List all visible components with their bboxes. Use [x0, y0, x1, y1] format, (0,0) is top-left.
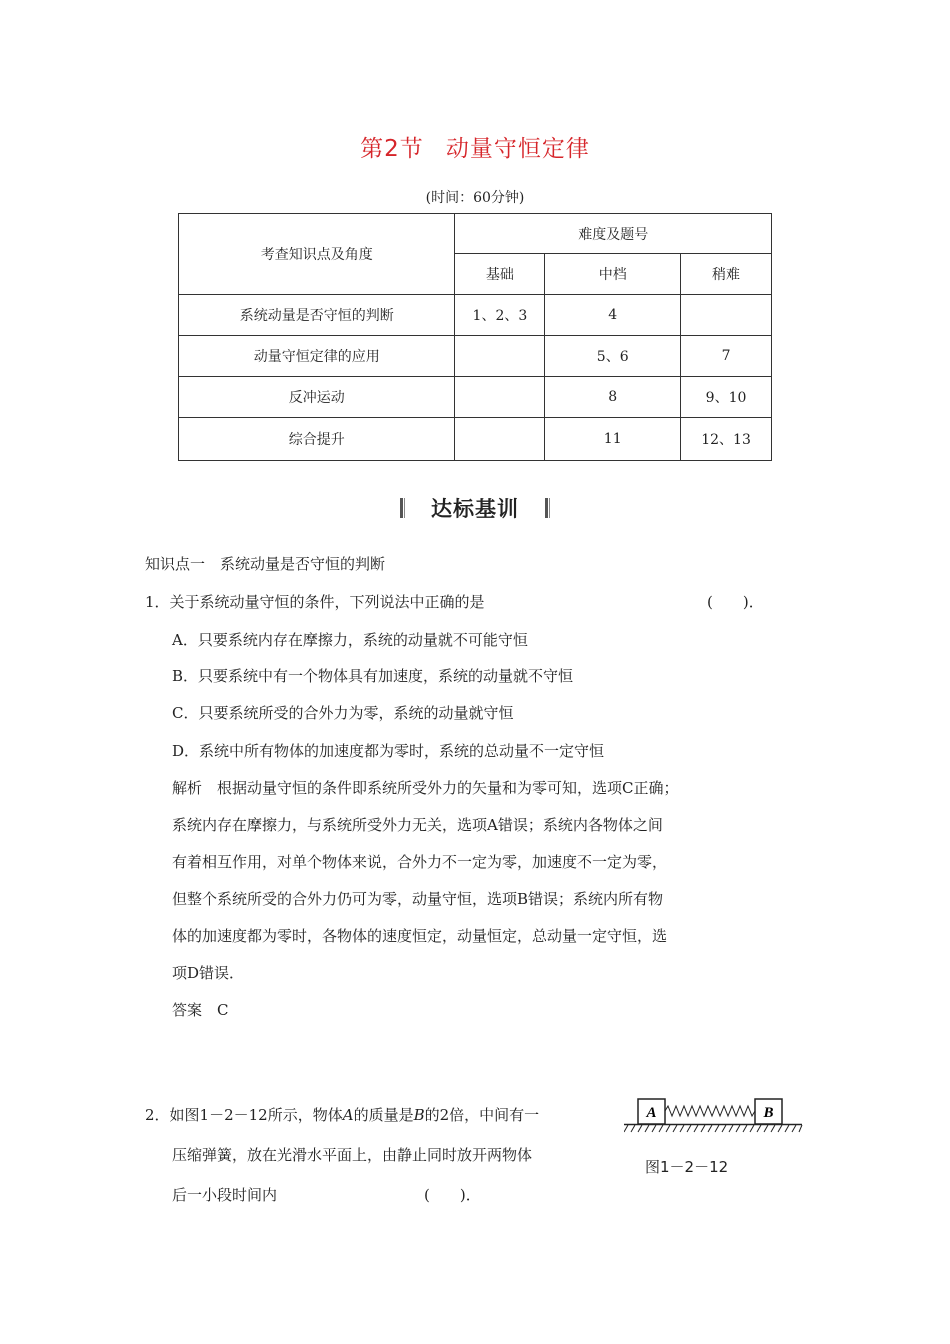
spring-blocks-figure: [624, 1096, 804, 1136]
title-section-number: 第2节: [360, 136, 424, 162]
table-cell-hard: 9、10: [681, 377, 772, 418]
section-bar-left: [400, 498, 405, 518]
q1-analysis-line: [172, 778, 679, 798]
table-header-difficulty: 难度及题号: [455, 214, 772, 254]
knowledge-point-heading: [145, 554, 385, 574]
table-cell-basic: [455, 377, 545, 418]
q1-answer-bracket: ( )．: [707, 593, 764, 611]
q1-answer: [172, 1000, 229, 1020]
q1-analysis-line: 有着相互作用，对单个物体来说，合外力不一定为零，加速度不一定为零，: [172, 853, 668, 871]
q2-stem-line1: [145, 1105, 539, 1125]
table-cell-topic: 综合提升: [179, 418, 455, 461]
knowledge-point-label: 知识点一: [145, 555, 206, 573]
table-cell-basic: [455, 336, 545, 377]
q1-analysis-line: 体的加速度都为零时，各物体的速度恒定，动量恒定，总动量一定守恒，选: [172, 927, 668, 945]
figure-caption: 图1－2－12: [645, 1158, 729, 1176]
table-cell-topic: 系统动量是否守恒的判断: [179, 295, 455, 336]
table-cell-medium: 11: [545, 418, 681, 461]
title-text: 动量守恒定律: [445, 136, 590, 162]
q1-option-a: A．只要系统内存在摩擦力，系统的动量就不可能守恒: [172, 631, 528, 649]
time-limit: (时间：60分钟): [425, 190, 525, 206]
q1-analysis-line: 系统内存在摩擦力，与系统所受外力无关，选项A错误；系统内各物体之间: [172, 816, 663, 834]
table-cell-topic: 动量守恒定律的应用: [179, 336, 455, 377]
table-header-medium: 中档: [545, 254, 681, 295]
knowledge-point-title: 系统动量是否守恒的判断: [220, 555, 386, 573]
block-a-label: A: [646, 1105, 657, 1121]
block-b-label: B: [763, 1105, 774, 1121]
table-cell-hard: 12、13: [681, 418, 772, 461]
knowledge-table: [178, 213, 772, 461]
table-row: [179, 336, 772, 377]
table-cell-basic: [455, 418, 545, 461]
q2-stem-line3: [172, 1185, 277, 1205]
q2-text: 的2倍，中间有一: [424, 1106, 540, 1124]
table-header-topic: 考查知识点及角度: [179, 214, 455, 295]
table-cell-basic: 1、2、3: [455, 295, 545, 336]
table-cell-medium: 4: [545, 295, 681, 336]
section-title: 达标基训: [431, 497, 519, 521]
table-cell-medium: 8: [545, 377, 681, 418]
q2-var-b: B: [413, 1106, 425, 1124]
table-header-basic: 基础: [455, 254, 545, 295]
q1-analysis-text: 根据动量守恒的条件即系统所受外力的矢量和为零可知，选项C正确；: [217, 779, 679, 797]
page-title: [0, 130, 950, 163]
q2-answer-bracket: ( )．: [424, 1186, 481, 1204]
q1-analysis-line: 项D错误．: [172, 964, 245, 982]
q2-text: 的质量是: [353, 1106, 414, 1124]
table-cell-medium: 5、6: [545, 336, 681, 377]
table-row: [179, 418, 772, 461]
q1-stem: 1．关于系统动量守恒的条件，下列说法中正确的是: [145, 593, 485, 611]
section-heading: [0, 493, 950, 523]
table-cell-hard: 7: [681, 336, 772, 377]
q1-option-b: B．只要系统中有一个物体具有加速度，系统的动量就不守恒: [172, 667, 574, 685]
table-row: [179, 377, 772, 418]
q2-stem-line2: 压缩弹簧，放在光滑水平面上，由静止同时放开两物体: [172, 1146, 533, 1164]
q1-analysis-label: 解析: [172, 779, 203, 797]
q2-var-a: A: [342, 1106, 354, 1124]
section-bar-right: [545, 498, 550, 518]
table-cell-topic: 反冲运动: [179, 377, 455, 418]
q1-answer-value: C: [217, 1001, 229, 1019]
ground-hatching: [624, 1125, 802, 1132]
q1-option-d: D．系统中所有物体的加速度都为零时，系统的总动量不一定守恒: [172, 742, 605, 760]
q1-option-c: C．只要系统所受的合外力为零，系统的动量就守恒: [172, 704, 514, 722]
q1-analysis-line: 但整个系统所受的合外力仍可为零，动量守恒，选项B错误；系统内所有物: [172, 890, 664, 908]
q2-text: 后一小段时间内: [172, 1186, 278, 1204]
table-header-hard: 稍难: [681, 254, 772, 295]
q2-text: 2．如图1－2－12所示，物体: [145, 1106, 343, 1124]
table-row: [179, 295, 772, 336]
spring: [665, 1106, 755, 1116]
q1-answer-label: 答案: [172, 1001, 203, 1019]
table-cell-hard: [681, 295, 772, 336]
